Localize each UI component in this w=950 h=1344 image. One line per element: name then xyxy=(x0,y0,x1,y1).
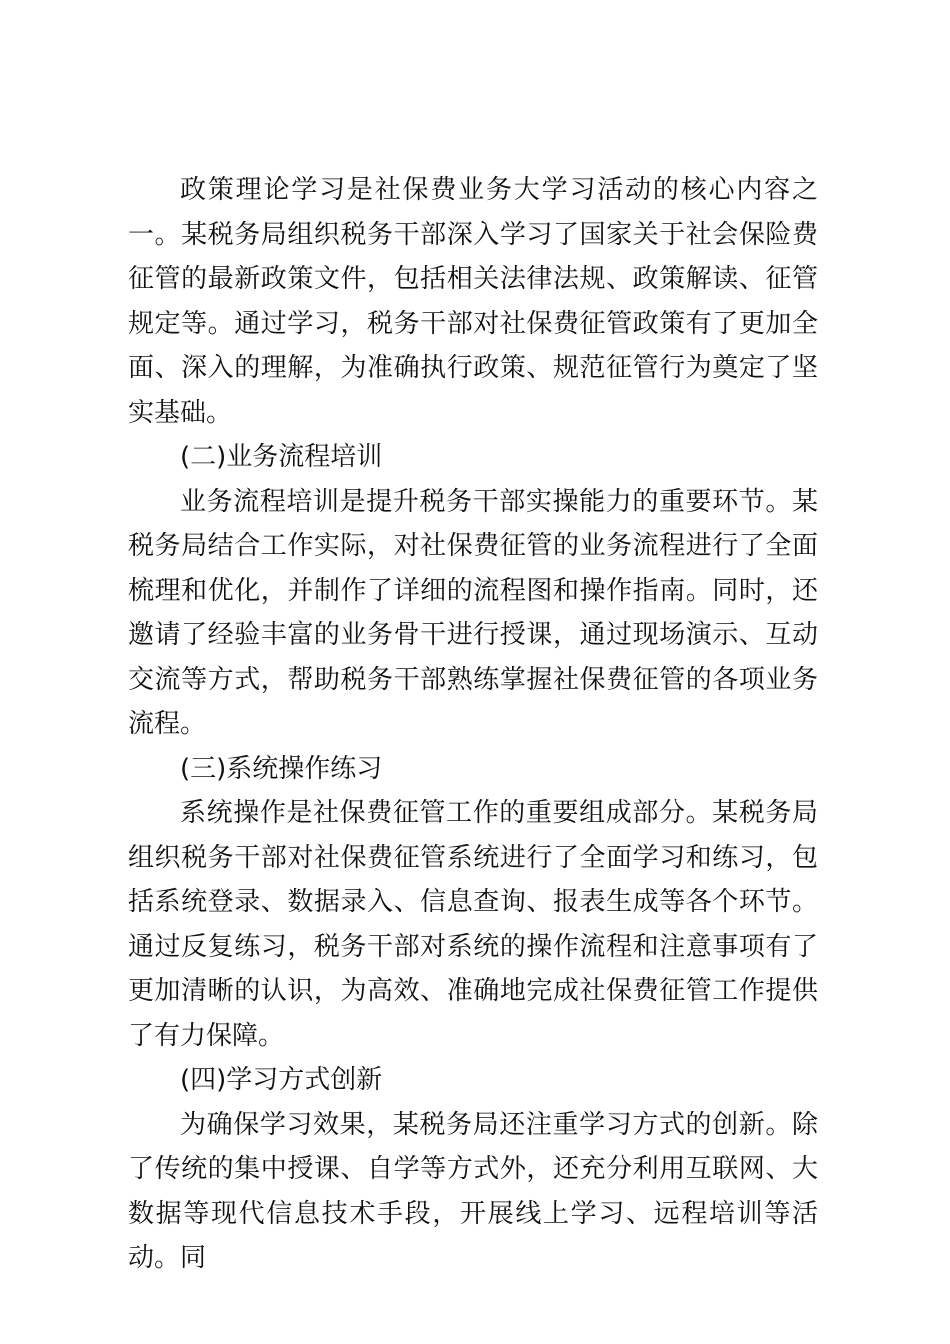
paragraph-policy-study: 政策理论学习是社保费业务大学习活动的核心内容之一。某税务局组织税务干部深入学习了国家关于社会保险费征管的最新政策文件，包括相关法律法规、政策解读、征管规定等。通过学习，税务干部对社保费征管政策有了更加全面、深入的理解，为准确执行政策、规范征管行为奠定了坚实基础。 xyxy=(128,175,818,428)
section-heading-learning-method-innovation: (四)学习方式创新 xyxy=(180,1065,383,1095)
paragraph-business-process-training: 业务流程培训是提升税务干部实操能力的重要环节。某税务局结合工作实际，对社保费征管的业务流程进行了全面梳理和优化，并制作了详细的流程图和操作指南。同时，还邀请了经验丰富的业务骨干进行授课，通过现场演示、互动交流等方式，帮助税务干部熟练掌握社保费征管的各项业务流程。 xyxy=(128,486,818,739)
document-body xyxy=(128,168,818,1281)
paragraph-system-operation-practice: 系统操作是社保费征管工作的重要组成部分。某税务局组织税务干部对社保费征管系统进行了全面学习和练习，包括系统登录、数据录入、信息查询、报表生成等各个环节。通过反复练习，税务干部对系统的操作流程和注意事项有了更加清晰的认识，为高效、准确地完成社保费征管工作提供了有力保障。 xyxy=(128,798,818,1051)
section-heading-business-process-training: (二)业务流程培训 xyxy=(180,442,383,472)
section-heading-system-operation-practice: (三)系统操作练习 xyxy=(180,753,383,784)
paragraph-learning-method-innovation: 为确保学习效果，某税务局还注重学习方式的创新。除了传统的集中授课、自学等方式外，还充分利用互联网、大数据等现代信息技术手段，开展线上学习、远程培训等活动。同 xyxy=(128,1109,818,1273)
